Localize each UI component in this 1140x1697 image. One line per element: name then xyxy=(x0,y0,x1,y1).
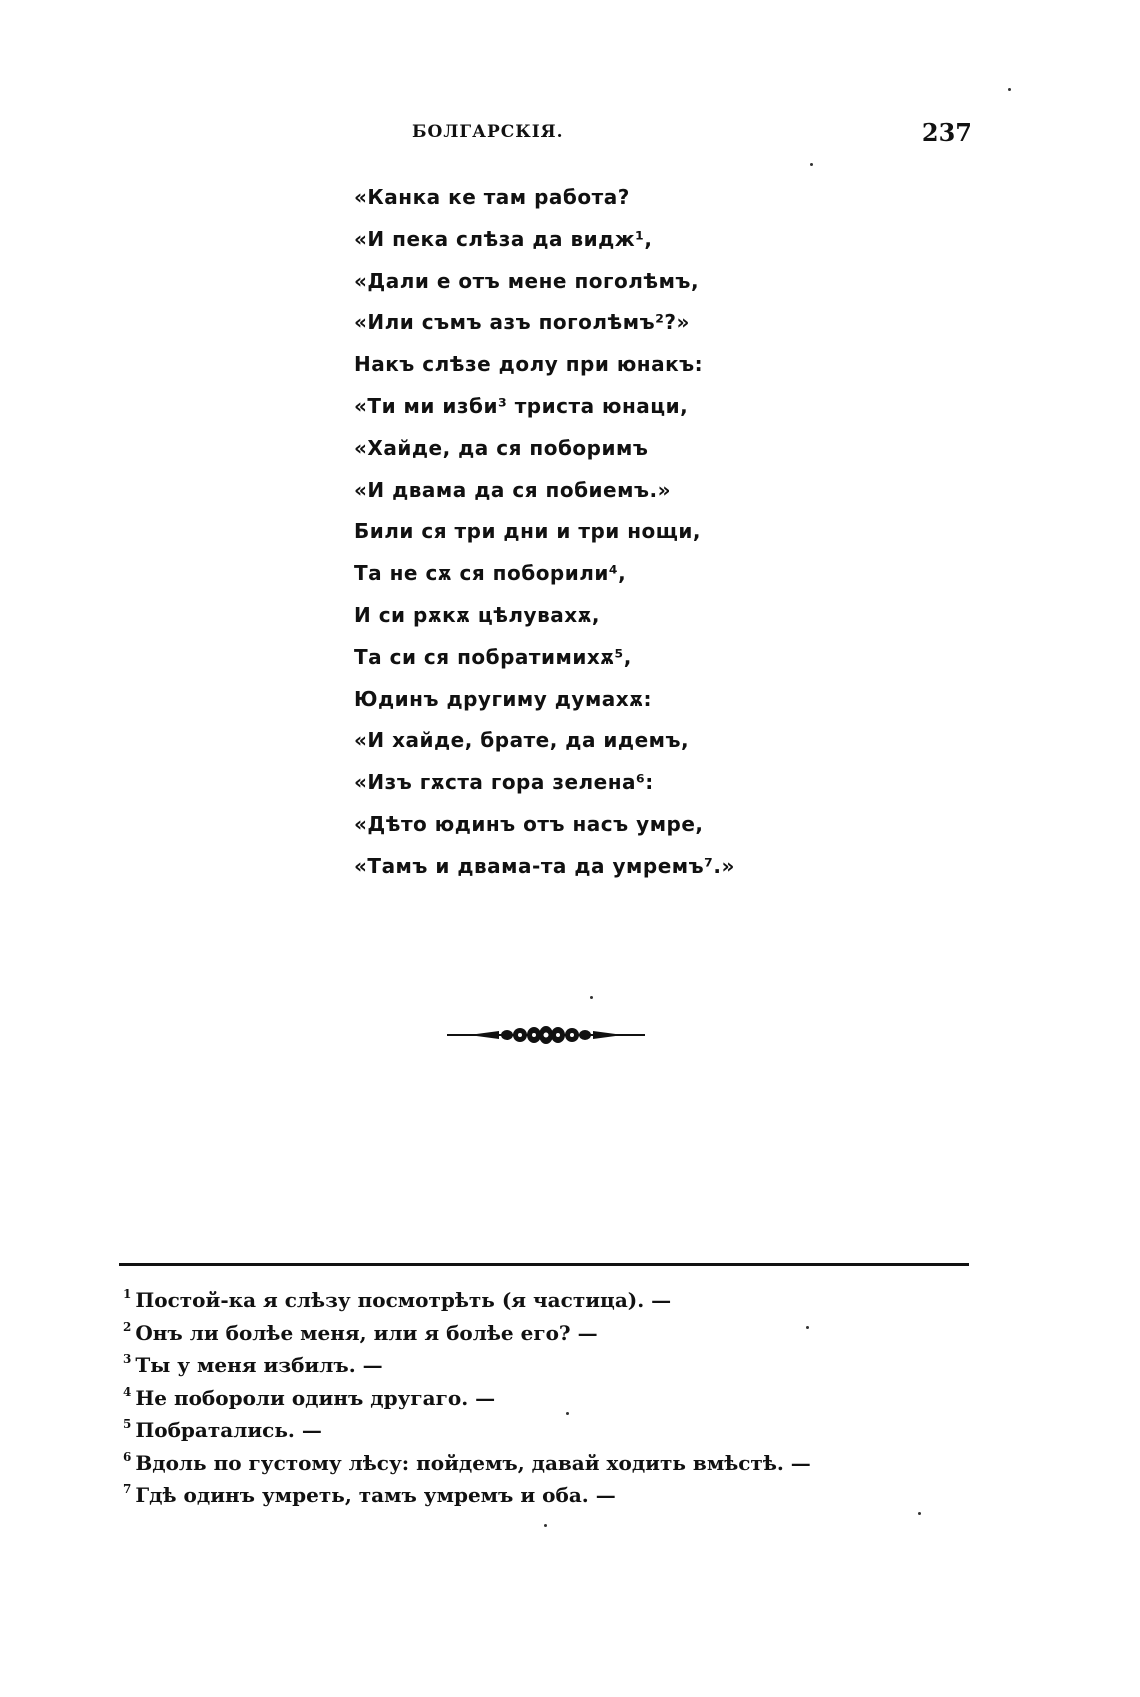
footnote-text: Ты у меня избилъ. — xyxy=(135,1353,383,1377)
scan-speck xyxy=(918,1512,921,1515)
footnote-number: 7 xyxy=(123,1482,132,1496)
poem-line: И си рѫкѫ цѣлувахѫ, xyxy=(354,602,600,627)
poem-line: «Хайде, да ся поборимъ xyxy=(354,435,649,460)
ornament-divider xyxy=(447,1024,645,1046)
scan-speck xyxy=(566,1412,569,1415)
poem xyxy=(354,177,874,888)
footnote-text: Вдоль по густому лѣсу: пойдемъ, давай ходить вмѣстѣ. — xyxy=(135,1450,811,1475)
footnote xyxy=(119,1408,969,1441)
poem-line: «Дѣто юдинъ отъ насъ умре, xyxy=(354,811,704,836)
footnote xyxy=(119,1343,969,1376)
scan-speck xyxy=(806,1326,809,1329)
footnotes xyxy=(119,1263,969,1506)
poem-line: «И хайде, брате, да идемъ, xyxy=(354,728,690,753)
footnote-text: Не побороли одинъ другаго. — xyxy=(135,1385,496,1410)
footnote-number: 4 xyxy=(123,1384,132,1399)
poem-line: «Канка ке там работа? xyxy=(354,185,630,209)
footnote-number: 6 xyxy=(123,1449,132,1464)
footnote-number: 1 xyxy=(123,1287,132,1301)
footnote xyxy=(119,1311,969,1344)
poem-line: Накъ слѣзе долу при юнакъ: xyxy=(354,352,704,377)
poem-line: «И двама да ся побиемъ.» xyxy=(354,477,671,502)
scan-speck xyxy=(544,1524,547,1527)
footnote-text: Онъ ли болѣе меня, или я болѣе его? — xyxy=(135,1320,598,1345)
poem-line: Та не сѫ ся поборили⁴, xyxy=(354,561,627,586)
footnote-text: Побратались. — xyxy=(135,1418,322,1442)
poem-line: «И пека слѣза да видж¹, xyxy=(354,226,653,251)
footnote xyxy=(119,1441,969,1474)
poem-line: «Дали е отъ мене поголѣмъ, xyxy=(354,268,700,293)
poem-line: «Изъ гѫста гора зелена⁶: xyxy=(354,770,654,795)
footnote-text: Гдѣ одинъ умреть, тамъ умремъ и оба. — xyxy=(135,1483,616,1507)
poem-line: Та си ся побратимихѫ⁵, xyxy=(354,644,632,669)
footnote xyxy=(119,1278,969,1311)
scan-speck xyxy=(1008,88,1011,91)
scan-speck xyxy=(590,996,593,999)
page-header xyxy=(412,118,972,158)
footnote-number: 3 xyxy=(123,1352,132,1366)
footnote-number: 5 xyxy=(123,1417,132,1431)
running-head: БОЛГАРСКІЯ. xyxy=(412,122,564,142)
poem-line: «Или съмъ азъ поголѣмъ²?» xyxy=(354,310,690,335)
poem-line: Били ся три дни и три нощи, xyxy=(354,519,702,544)
footnote-number: 2 xyxy=(123,1319,132,1334)
footnote xyxy=(119,1376,969,1409)
poem-line: «Тамъ и двама-та да умремъ⁷.» xyxy=(354,853,735,878)
footnote-text: Постой-ка я слѣзу посмотрѣть (я частица). — xyxy=(135,1288,672,1312)
poem-line: Юдинъ другиму думахѫ: xyxy=(354,686,652,711)
footnote xyxy=(119,1473,969,1506)
page-number: 237 xyxy=(921,118,972,147)
scan-speck xyxy=(810,163,813,166)
footnote-rule xyxy=(119,1263,969,1266)
poem-line: «Ти ми изби³ триста юнаци, xyxy=(354,393,689,418)
